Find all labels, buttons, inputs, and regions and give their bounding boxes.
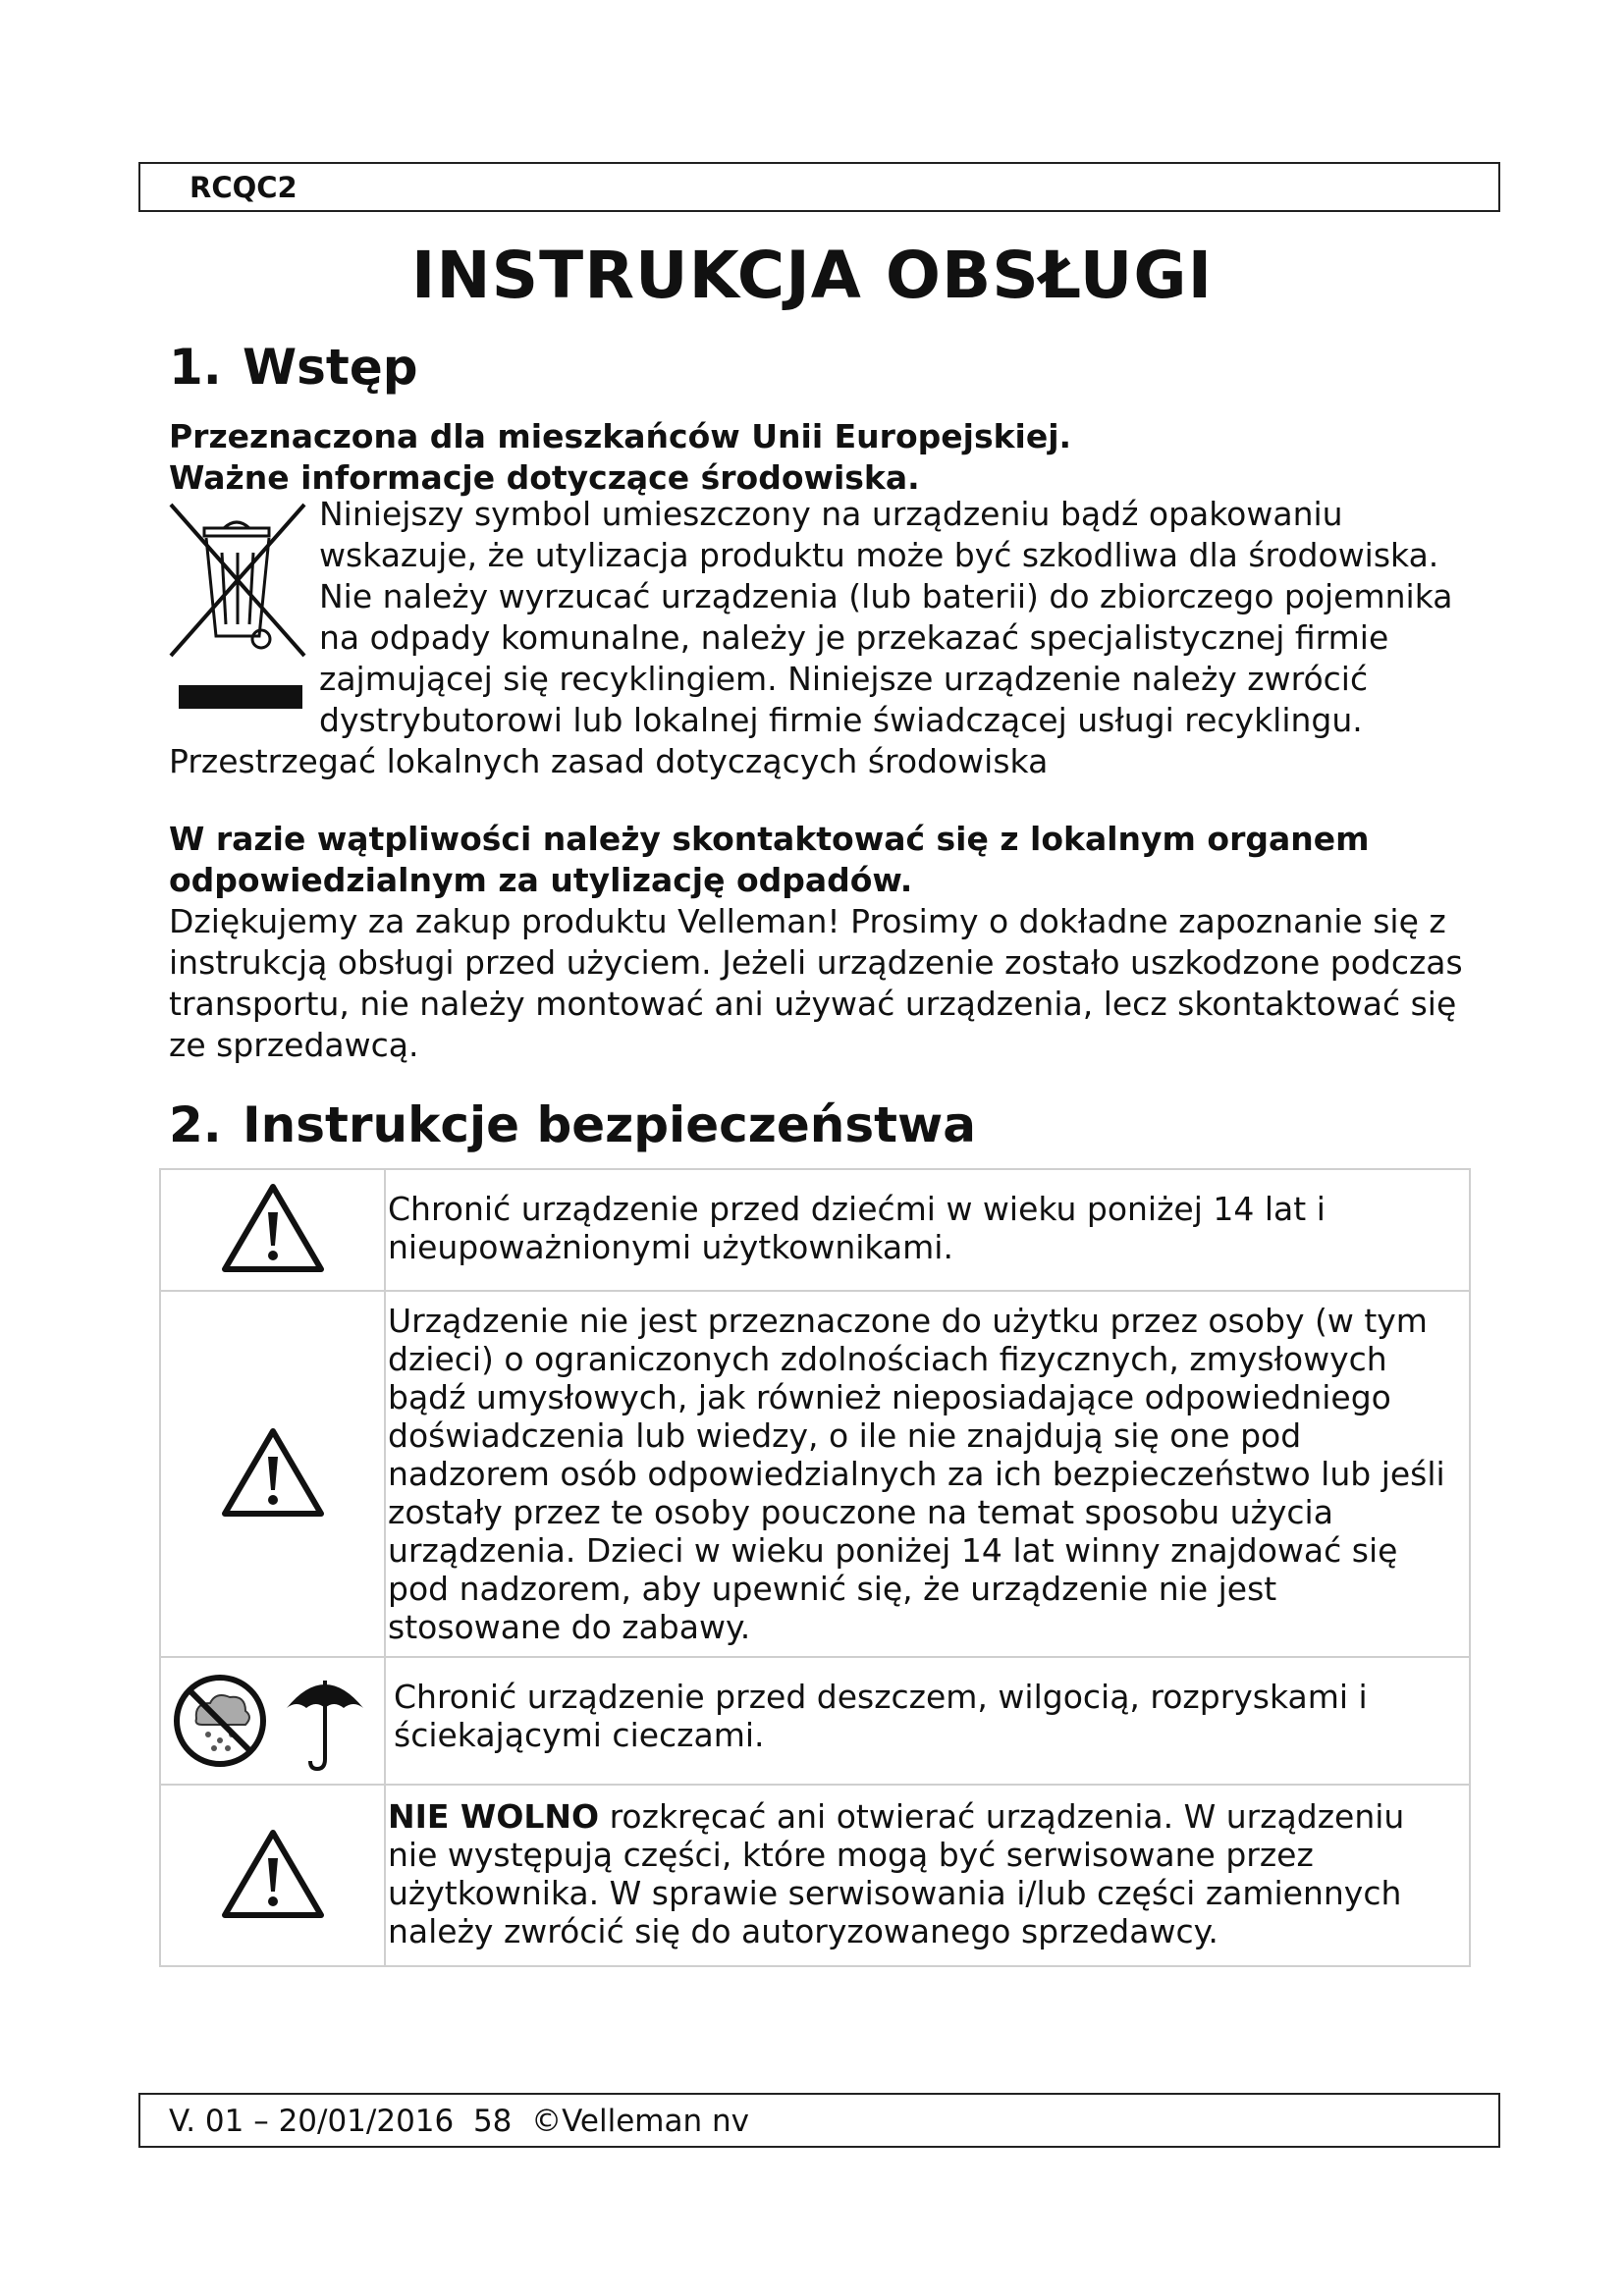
section-1-title: Wstęp	[243, 339, 418, 396]
safety-text-4-body: rozkręcać ani otwierać urządzenia. W urządzeniu nie występują części, które mogą być serwisowane przez użytkownika. W sprawie serwisowania i/lub części zamiennych należy zwrócić się do autoryzowanego sprzedawcy.	[388, 1797, 1405, 1950]
section-2-heading	[169, 1096, 976, 1153]
page-title: INSTRUKCJA OBSŁUGI	[410, 238, 1214, 313]
eu-line-2: Ważne informacje dotyczące środowiska.	[169, 458, 920, 497]
table-row	[160, 1657, 1470, 1785]
table-row	[160, 1291, 1470, 1657]
table-row	[160, 1785, 1470, 1966]
weee-bin-icon	[167, 499, 314, 715]
warning-triangle-icon	[219, 1425, 327, 1520]
header-box	[138, 162, 1500, 212]
product-code: RCQC2	[189, 171, 298, 204]
warning-triangle-icon	[219, 1827, 327, 1921]
safety-text-1: Chronić urządzenie przed dziećmi w wieku poniżej 14 lat i nieupoważnionymi użytkownikami.	[385, 1169, 1470, 1291]
safety-text-4	[385, 1785, 1470, 1966]
section-1-number: 1.	[169, 339, 222, 396]
weee-paragraph	[169, 494, 1475, 782]
safety-text-2: Urządzenie nie jest przeznaczone do użytku przez osoby (w tym dzieci) o ograniczonych zdolnościach fizycznych, zmysłowych bądź umysłowych, jak również nieposiadające odpowiedniego doświadczenia lub wiedzy, o ile nie znajdują się one pod nadzorem osób odpowiedzialnych za ich bezpieczeństwo lub jeśli zostały przez te osoby pouczone na temat sposobu użycia urządzenia. Dzieci w wieku poniżej 14 lat winny znajdować się pod nadzorem, aby upewnić się, że urządzenie nie jest stosowane do zabawy.	[385, 1291, 1470, 1657]
safety-text-3: Chronić urządzenie przed deszczem, wilgocią, rozpryskami i ściekającymi cieczami.	[385, 1657, 1470, 1785]
section-2-number: 2.	[169, 1096, 222, 1153]
table-row	[160, 1169, 1470, 1291]
warning-triangle-icon	[219, 1181, 327, 1275]
safety-bold-prefix: NIE WOLNO	[388, 1797, 600, 1836]
safety-table	[159, 1168, 1471, 1967]
footer-text: V. 01 – 20/01/2016 58 ©Velleman nv	[169, 2104, 749, 2139]
thanks-paragraph: Dziękujemy za zakup produktu Velleman! Prosimy o dokładne zapoznanie się z instrukcją obsługi przed użyciem. Jeżeli urządzenie zostało uszkodzone podczas transportu, nie należy montować ani używać urządzenia, lecz skontaktować się ze sprzedawcą.	[169, 902, 1463, 1064]
eu-line-1: Przeznaczona dla mieszkańców Unii Europejskiej.	[169, 417, 1072, 455]
section-1-heading	[169, 339, 418, 396]
weee-text: Niniejszy symbol umieszczony na urządzeniu bądź opakowaniu wskazuje, że utylizacja produktu może być szkodliwa dla środowiska. Nie należy wyrzucać urządzenia (lub baterii) do zbiorczego pojemnika na odpady komunalne, należy je przekazać specjalistycznej firmie zajmującej się recyklingiem. Niniejsze urządzenie należy zwrócić dystrybutorowi lub lokalnej firmie świadczącej usługi recyklingu. Przestrzegać lokalnych zasad dotyczących środowiska	[169, 495, 1453, 780]
doubt-paragraph: W razie wątpliwości należy skontaktować się z lokalnym organem odpowiedzialnym za utylizację odpadów.	[169, 820, 1370, 899]
footer-box	[138, 2093, 1500, 2148]
umbrella-icon	[283, 1667, 367, 1775]
section-2-title: Instrukcje bezpieczeństwa	[243, 1096, 976, 1153]
no-rain-icon	[169, 1670, 271, 1772]
